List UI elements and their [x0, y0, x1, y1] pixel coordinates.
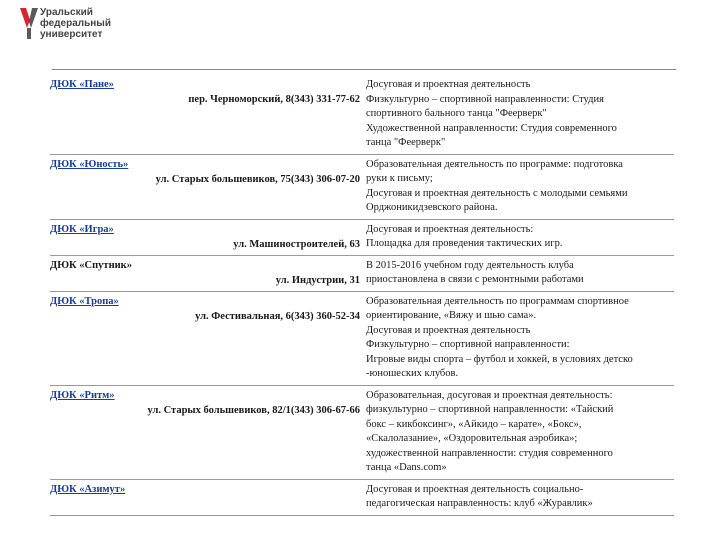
activity-line: художественной направленности: студия современного	[366, 447, 613, 459]
club-address: пер. Черноморский, 8(343) 331-77-62	[188, 93, 360, 105]
club-cell	[50, 154, 366, 219]
activity-line: Образовательная, досуговая и проектная деятельность:	[366, 389, 613, 401]
activity-line: педагогическая направленность: клуб «Журавлик»	[366, 498, 593, 509]
activity-line: Досуговая и проектная деятельность	[366, 79, 531, 90]
activity-line: Физкультурно – спортивной направленности:	[366, 339, 570, 350]
activity-line: бокс – кикбоксинг», «Айкидо – карате», «Бокс»,	[366, 418, 582, 430]
activity-cell	[366, 479, 674, 515]
university-logo	[18, 6, 128, 42]
club-address: ул. Фестивальная, 6(343) 360-52-34	[195, 311, 360, 322]
table-row	[50, 291, 674, 385]
activity-line: «Скалолазание», «Оздоровительная аэробика»;	[366, 433, 578, 444]
clubs-table	[50, 78, 674, 516]
club-name-link[interactable]: ДЮК «Игра»	[50, 223, 114, 235]
activity-line: В 2015-2016 учебном году деятельность клуба	[366, 259, 574, 271]
activity-cell	[366, 154, 674, 219]
activity-line: спортивного бального танца "Феерверк"	[366, 108, 547, 119]
activity-line: Игровые виды спорта – футбол и хоккей, в условиях детско	[366, 353, 633, 365]
activity-cell	[366, 219, 674, 255]
club-name-link[interactable]: ДЮК «Азимут»	[50, 483, 126, 495]
activity-cell	[366, 385, 674, 479]
activity-line: физкультурно – спортивной направленности: «Тайский	[366, 404, 614, 415]
activity-line: Досуговая и проектная деятельность с молодыми семьями	[366, 187, 628, 199]
activity-cell	[366, 255, 674, 291]
activity-line: Досуговая и проектная деятельность социально-	[366, 483, 584, 495]
activity-line: Образовательная деятельность по программам спортивное	[366, 295, 629, 307]
club-cell	[50, 78, 366, 154]
table-row	[50, 78, 674, 154]
activity-line: Досуговая и проектная деятельность:	[366, 223, 534, 235]
club-cell	[50, 291, 366, 385]
activity-line: танца «Dans.com»	[366, 462, 447, 473]
club-address: ул. Индустрии, 31	[275, 275, 360, 286]
activity-line: Площадка для проведения тактических игр.	[366, 238, 563, 249]
activity-line: Художественной направленности: Студия современного	[366, 122, 617, 134]
logo-line: университет	[40, 29, 103, 40]
club-name-link[interactable]: ДЮК «Пане»	[50, 79, 114, 90]
club-address: ул. Машиностроителей, 63	[233, 239, 360, 250]
club-cell	[50, 219, 366, 255]
urfu-logo-icon	[18, 6, 40, 40]
activity-line: Образовательная деятельность по программе: подготовка	[366, 158, 623, 170]
table-row	[50, 255, 674, 291]
table-row	[50, 219, 674, 255]
activity-cell	[366, 78, 674, 154]
activity-line: Физкультурно – спортивной направленности: Студия	[366, 93, 604, 105]
activity-line: -юношеских клубов.	[366, 368, 459, 379]
logo-line: Уральский	[40, 7, 93, 18]
activity-line: руки к письму;	[366, 173, 433, 184]
activity-line: Досуговая и проектная деятельность	[366, 324, 531, 336]
club-name-link[interactable]: ДЮК «Юность»	[50, 158, 129, 170]
table-row	[50, 479, 674, 515]
activity-line: приостановлена в связи с ремонтными работами	[366, 274, 584, 285]
activity-line: танца "Феерверк"	[366, 137, 446, 148]
logo-text	[40, 7, 111, 40]
club-name-link[interactable]: ДЮК «Тропа»	[50, 295, 119, 307]
club-address: ул. Старых большевиков, 82/1(343) 306-67-66	[147, 405, 360, 416]
activity-line: ориентирование, «Вяжу и шью сама».	[366, 310, 537, 321]
table-row	[50, 385, 674, 479]
logo-line: федеральный	[40, 18, 111, 29]
club-address: ул. Старых большевиков, 75(343) 306-07-20	[155, 174, 360, 185]
table-row	[50, 154, 674, 219]
top-divider	[52, 69, 676, 70]
club-name: ДЮК «Спутник»	[50, 259, 132, 271]
activity-line: Орджоникидзевского района.	[366, 202, 498, 213]
club-cell	[50, 255, 366, 291]
club-name-link[interactable]: ДЮК «Ритм»	[50, 389, 115, 401]
club-cell	[50, 385, 366, 479]
activity-cell	[366, 291, 674, 385]
club-cell	[50, 479, 366, 515]
